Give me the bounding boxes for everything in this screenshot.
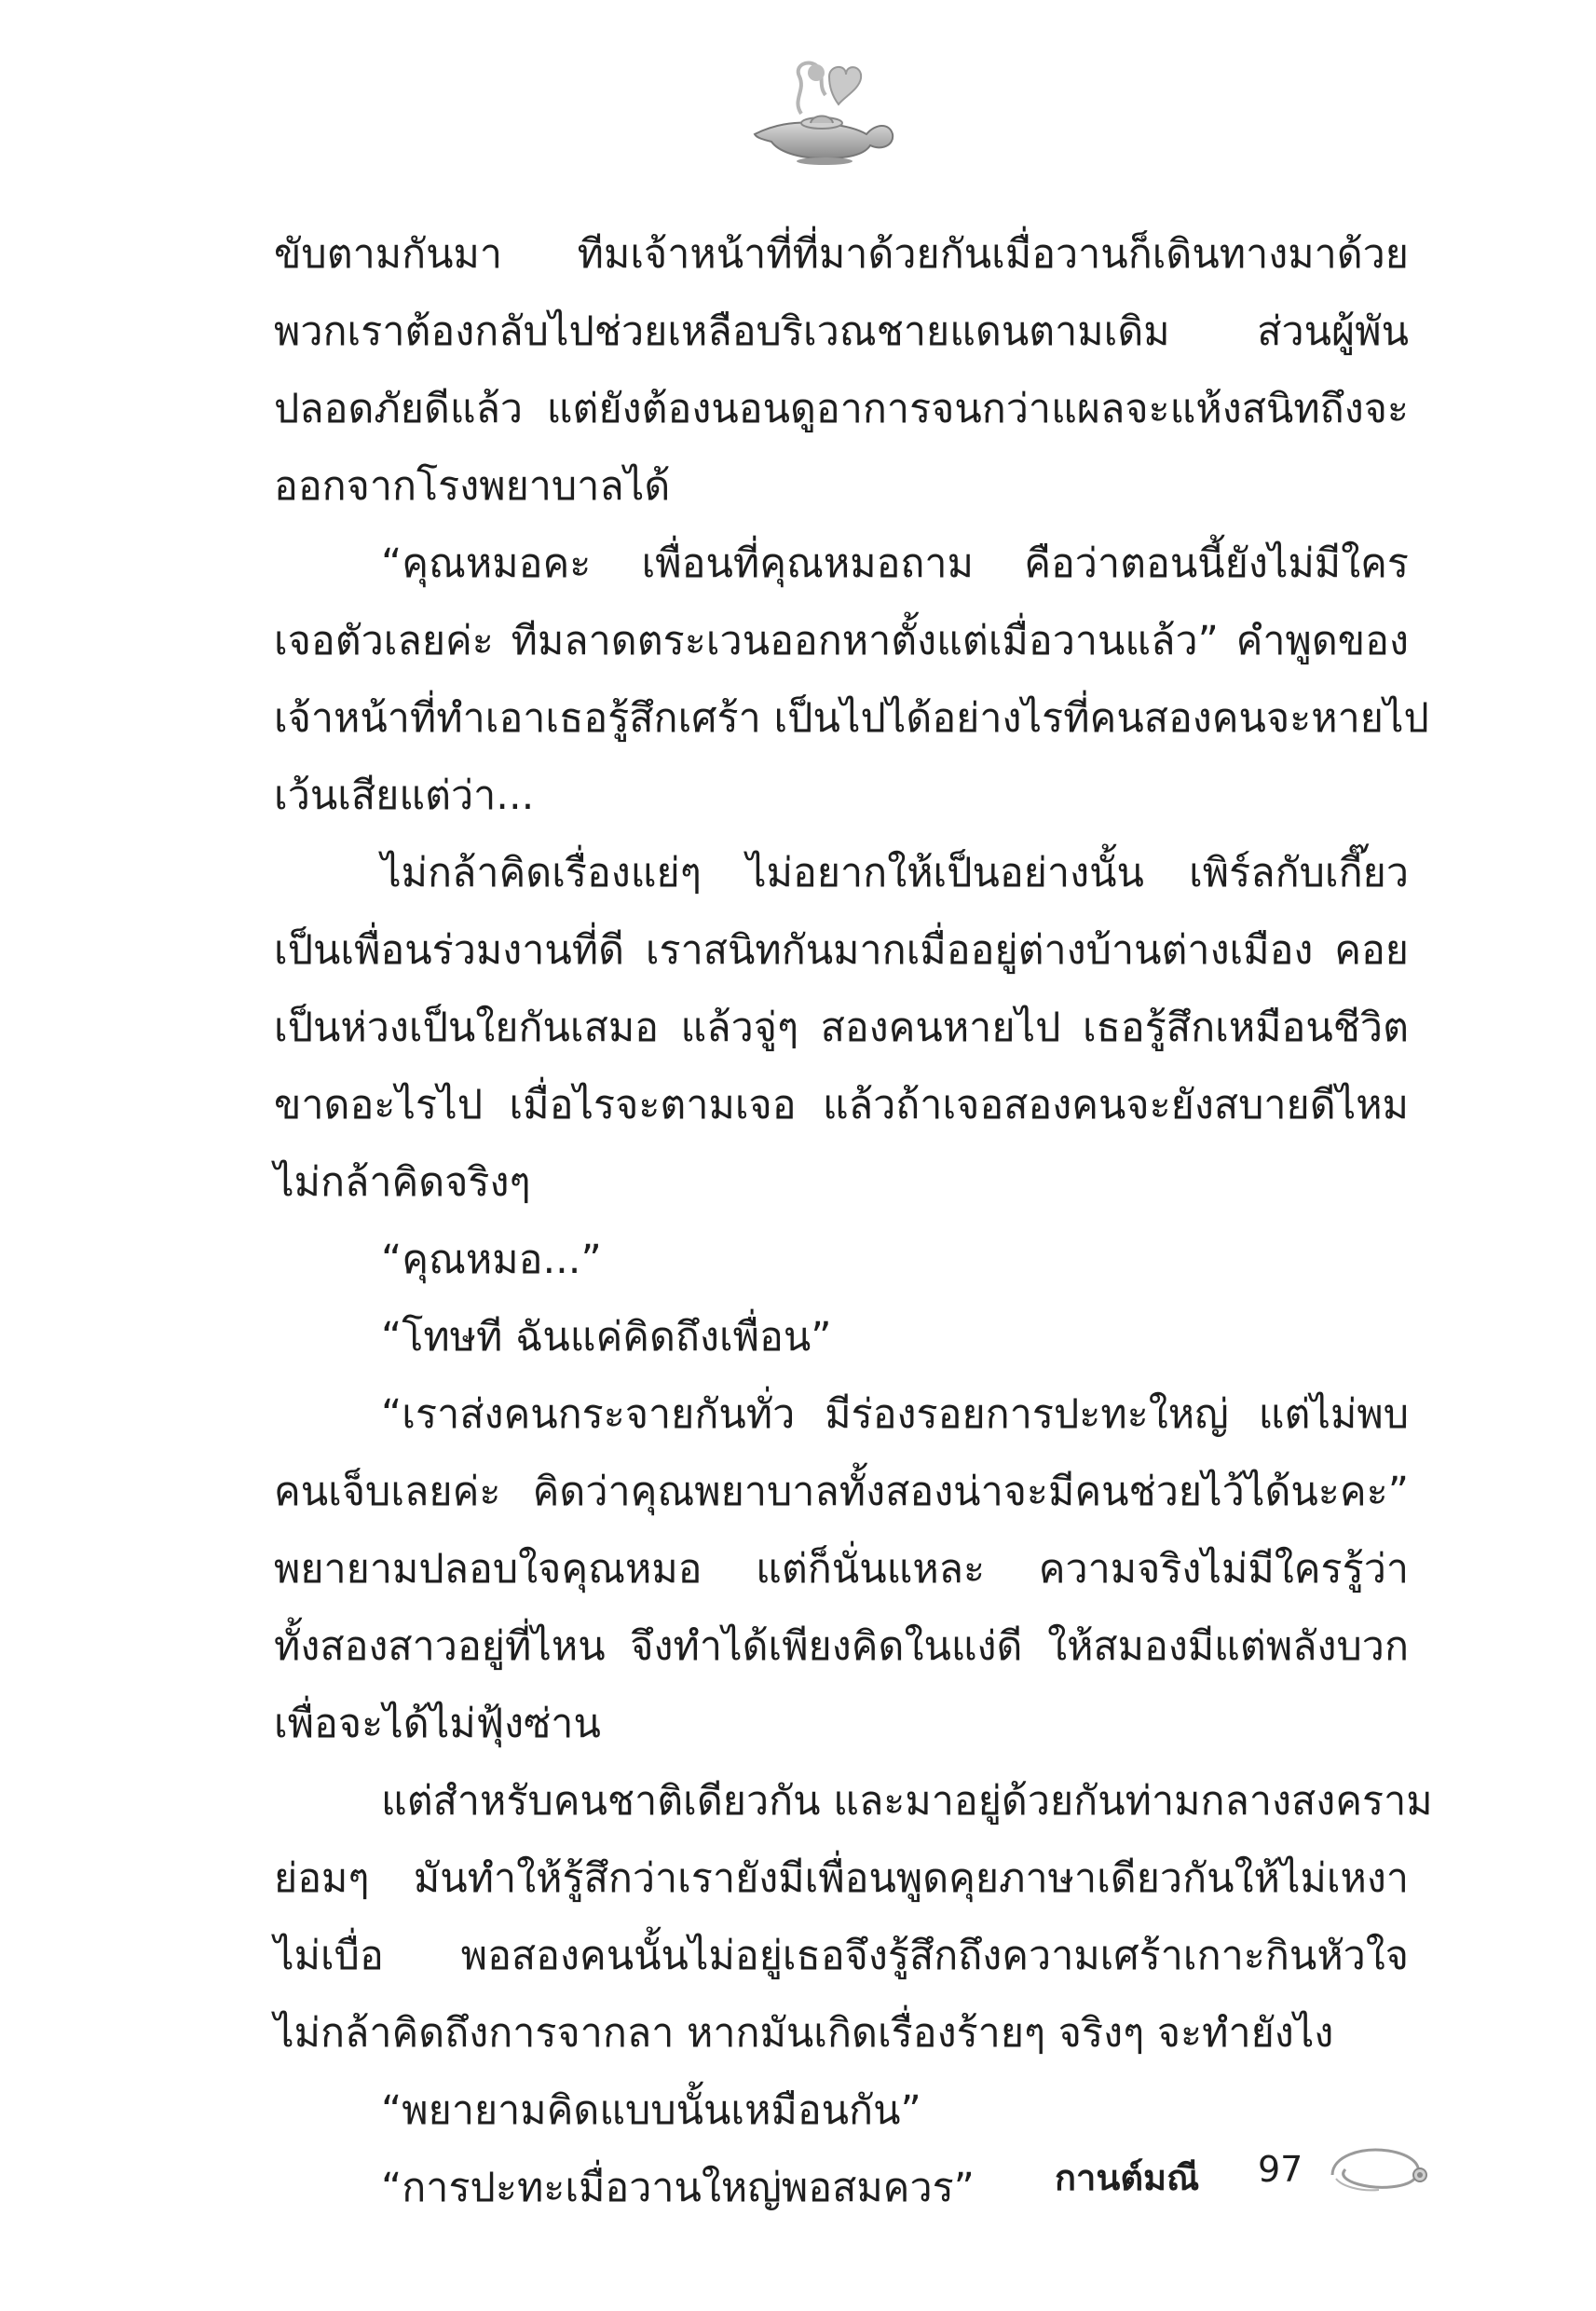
book-title: กานต์มณี: [1055, 2157, 1200, 2198]
page-footer: [1034, 2134, 1435, 2208]
text-line: คนเจ็บเลยค่ะ คิดว่าคุณพยาบาลทั้งสองน่าจะมีคนช่วยไว้ได้นะคะ”: [274, 1469, 1409, 1515]
text-line: ไม่กล้าคิดถึงการจากลา หากมันเกิดเรื่องร้ายๆ จริงๆ จะทำยังไง: [274, 2010, 1334, 2057]
text-line: พวกเราต้องกลับไปช่วยเหลือบริเวณชายแดนตามเดิม ส่วนผู้พัน: [274, 308, 1409, 355]
text-line: “การปะทะเมื่อวานใหญ่พอสมควร”: [381, 2165, 975, 2211]
text-line: เป็นห่วงเป็นใยกันเสมอ แล้วจู่ๆ สองคนหายไป เธอรู้สึกเหมือนชีวิต: [274, 1005, 1409, 1051]
text-line: ออกจากโรงพยาบาลได้: [274, 463, 671, 510]
text-line: “โทษที ฉันแค่คิดถึงเพื่อน”: [381, 1314, 832, 1361]
text-line: ขาดอะไรไป เมื่อไรจะตามเจอ แล้วถ้าเจอสองคนจะยังสบายดีไหม: [274, 1082, 1409, 1128]
text-line: ไม่กล้าคิดเรื่องแย่ๆ ไม่อยากให้เป็นอย่างนั้น เพิร์ลกับเกี๊ยว: [381, 850, 1409, 896]
text-line: ไม่กล้าคิดจริงๆ: [274, 1159, 531, 1206]
stethoscope-icon: [1323, 2140, 1435, 2195]
text-line: เจ้าหน้าที่ทำเอาเธอรู้สึกเศร้า เป็นไปได้อย่างไรที่คนสองคนจะหายไป: [274, 695, 1429, 742]
text-line: เพื่อจะได้ไม่ฟุ้งซ่าน: [274, 1701, 601, 1747]
genie-lamp-icon: [736, 48, 904, 165]
text-line: เจอตัวเลยค่ะ ทีมลาดตระเวนออกหาตั้งแต่เมื่อวานแล้ว” คำพูดของ: [274, 618, 1409, 664]
page-number: 97: [1258, 2149, 1303, 2190]
text-line: “คุณหมอคะ เพื่อนที่คุณหมอถาม คือว่าตอนนี้ยังไม่มีใคร: [381, 540, 1409, 587]
story-text: [274, 216, 1433, 2227]
text-line: เว้นเสียแต่ว่า...: [274, 773, 535, 819]
text-line: ทั้งสองสาวอยู่ที่ไหน จึงทำได้เพียงคิดในแง่ดี ให้สมองมีแต่พลังบวก: [274, 1623, 1409, 1670]
text-line: เป็นเพื่อนร่วมงานที่ดี เราสนิทกันมากเมื่ออยู่ต่างบ้านต่างเมือง คอย: [274, 927, 1409, 974]
text-line: ปลอดภัยดีแล้ว แต่ยังต้องนอนดูอาการจนกว่าแผลจะแห้งสนิทถึงจะ: [274, 386, 1409, 432]
text-line: ย่อมๆ มันทำให้รู้สึกว่าเรายังมีเพื่อนพูดคุยภาษาเดียวกันให้ไม่เหงา: [274, 1855, 1409, 1902]
text-line: “คุณหมอ...”: [381, 1237, 602, 1283]
text-line: “พยายามคิดแบบนั้นเหมือนกัน”: [381, 2087, 921, 2134]
text-line: ไม่เบื่อ พอสองคนนั้นไม่อยู่เธอจึงรู้สึกถึงความเศร้าเกาะกินหัวใจ: [274, 1933, 1409, 1979]
text-line: ขับตามกันมา ทีมเจ้าหน้าที่ที่มาด้วยกันเมื่อวานก็เดินทางมาด้วย: [274, 231, 1409, 278]
text-line: พยายามปลอบใจคุณหมอ แต่ก็นั่นแหละ ความจริงไม่มีใครรู้ว่า: [274, 1546, 1409, 1593]
text-line: แต่สำหรับคนชาติเดียวกัน และมาอยู่ด้วยกันท่ามกลางสงคราม: [381, 1778, 1433, 1825]
text-line: “เราส่งคนกระจายกันทั่ว มีร่องรอยการปะทะใหญ่ แต่ไม่พบ: [381, 1391, 1409, 1438]
